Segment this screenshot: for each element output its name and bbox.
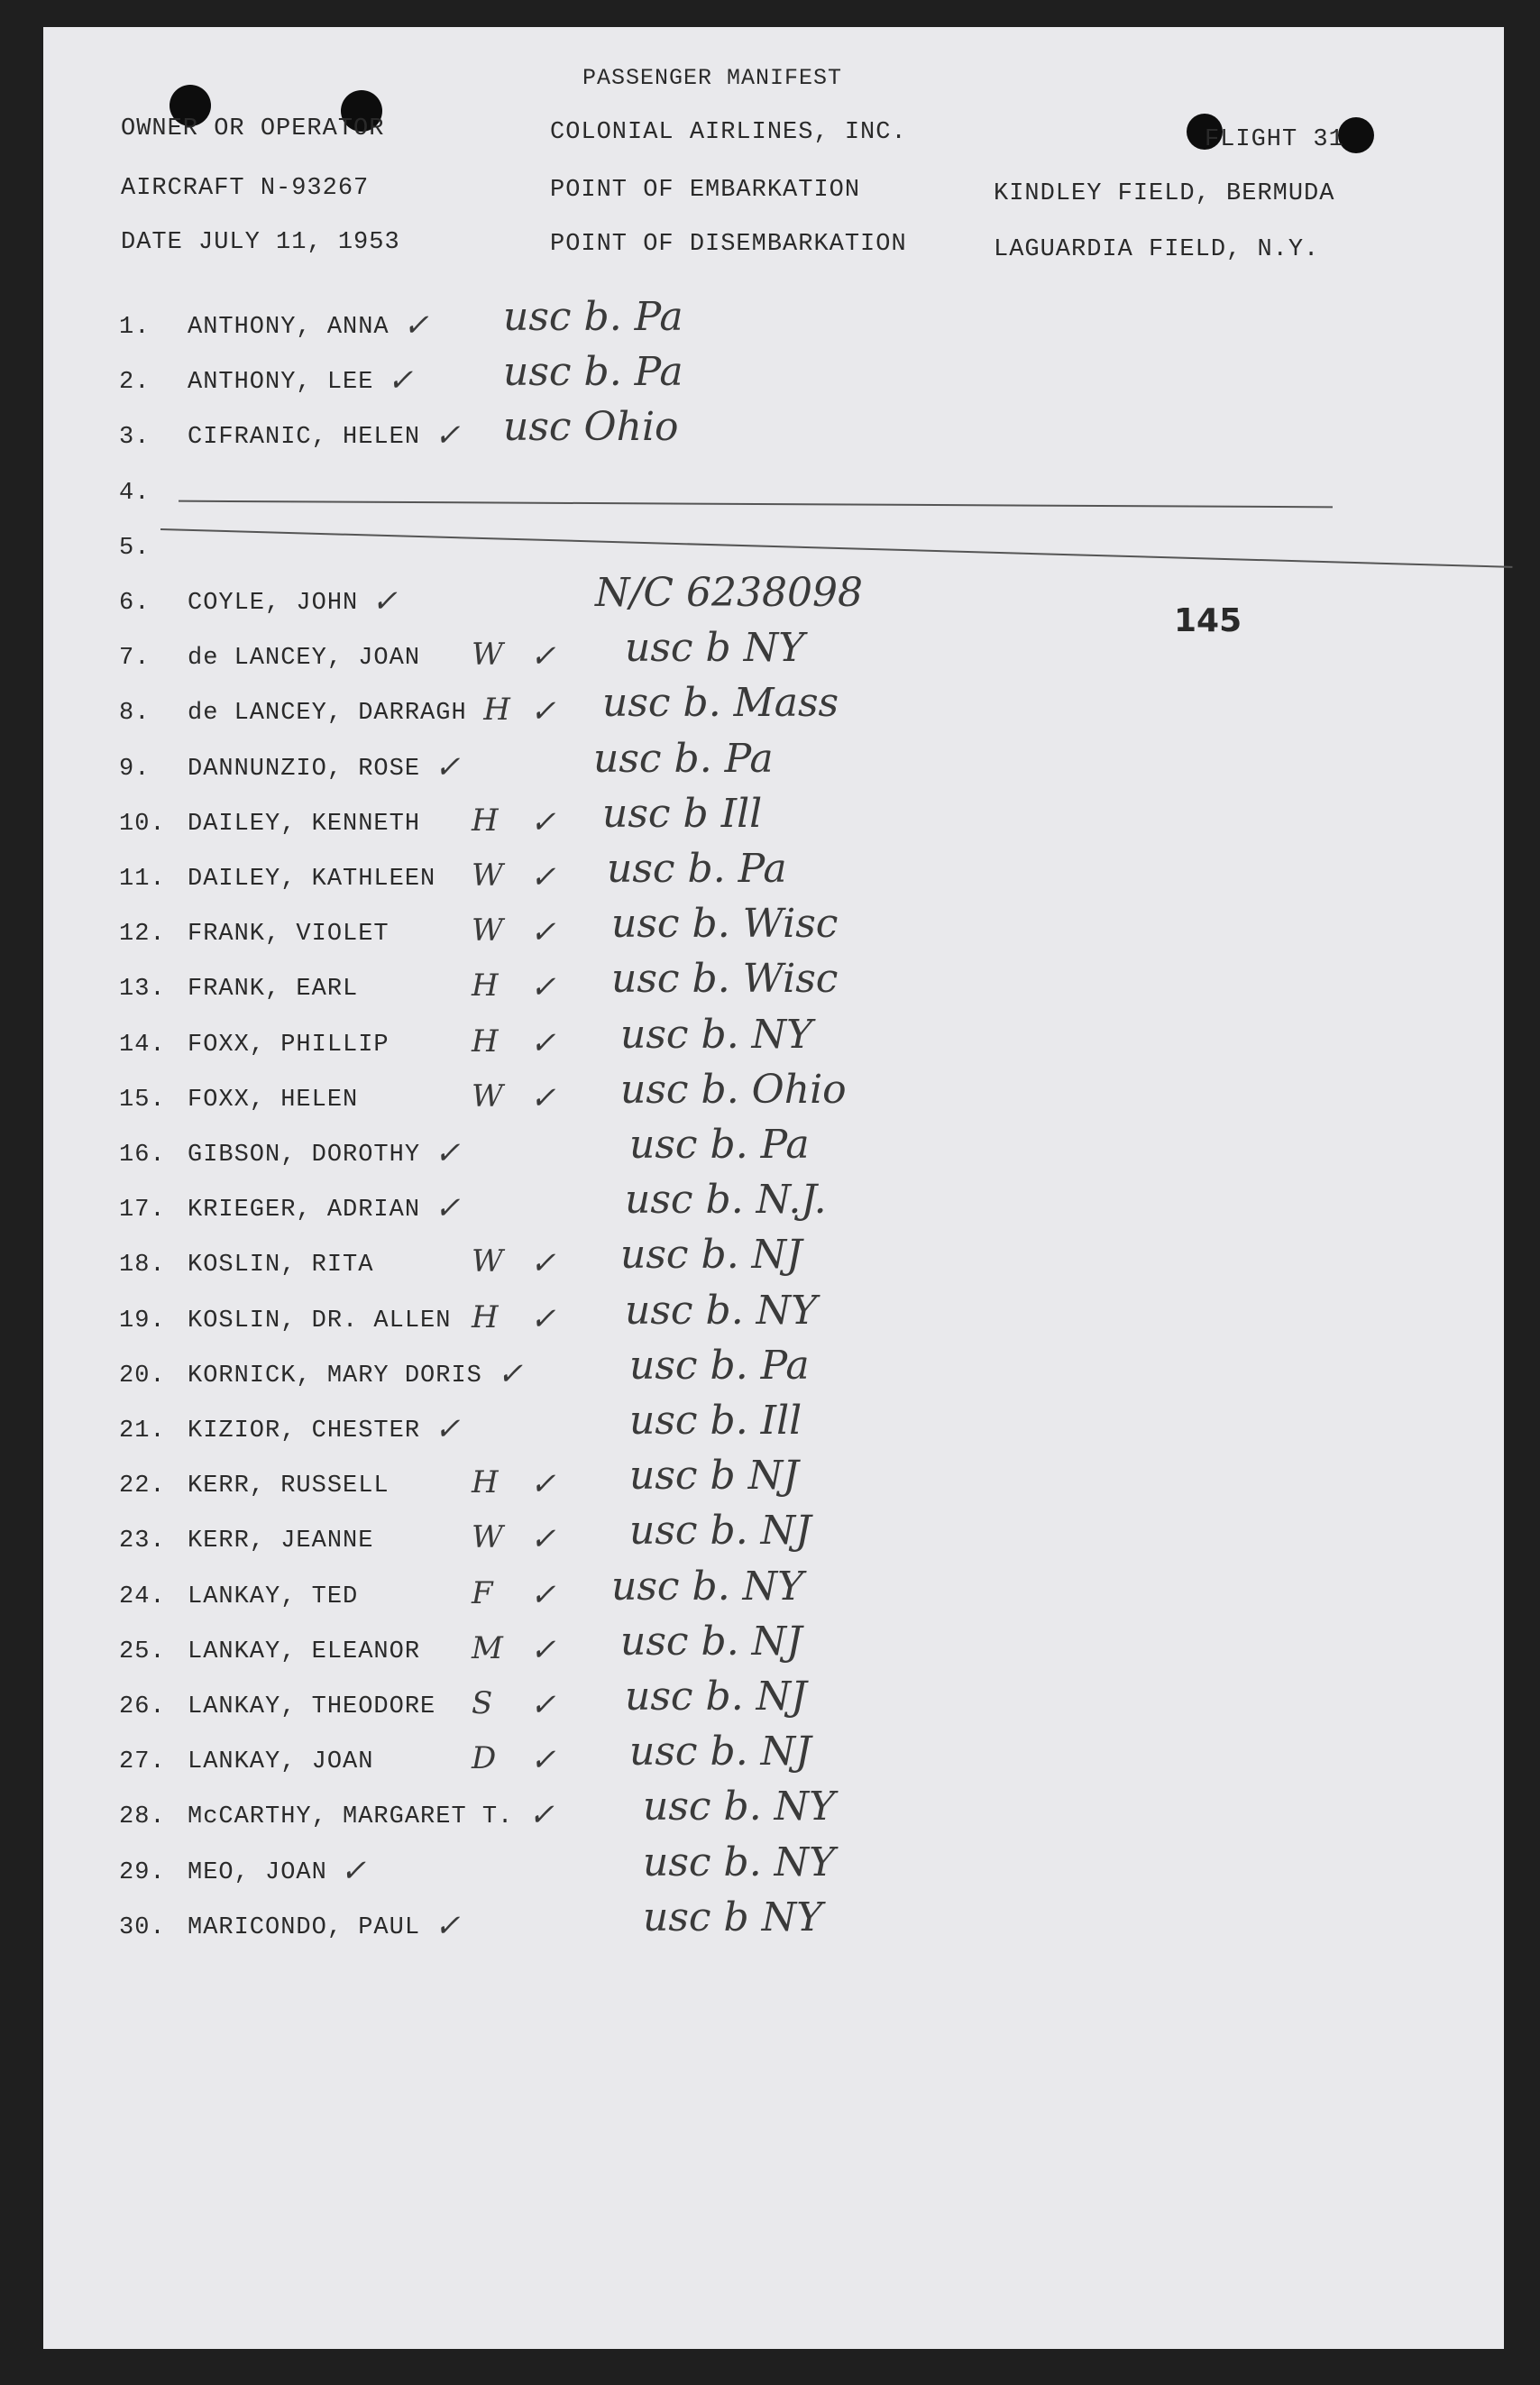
passenger-name: de LANCEY, JOAN bbox=[188, 645, 421, 673]
passenger-name: KORNICK, MARY DORIS bbox=[188, 1362, 482, 1390]
relation-mark: W bbox=[472, 913, 503, 949]
check-mark: ✓ bbox=[497, 1355, 524, 1392]
check-mark: ✓ bbox=[530, 693, 556, 730]
relation-mark: D bbox=[472, 1740, 497, 1777]
check-mark: ✓ bbox=[435, 1135, 461, 1171]
operator-name: COLONIAL AIRLINES, INC. bbox=[550, 119, 907, 146]
flight-label: FLIGHT 31 bbox=[1205, 126, 1344, 153]
check-mark: ✓ bbox=[435, 1411, 461, 1447]
manifest-page bbox=[43, 27, 1504, 2349]
passenger-name: KIZIOR, CHESTER bbox=[188, 1417, 421, 1445]
passenger-name: McCARTHY, MARGARET T. bbox=[188, 1803, 514, 1831]
passenger-name: CIFRANIC, HELEN bbox=[188, 424, 421, 452]
passenger-name: LANKAY, JOAN bbox=[188, 1748, 374, 1776]
disembark-label: POINT OF DISEMBARKATION bbox=[550, 231, 907, 258]
passenger-number: 20. bbox=[119, 1362, 166, 1390]
disembark-place: LAGUARDIA FIELD, N.Y. bbox=[994, 236, 1320, 263]
passenger-number: 30. bbox=[119, 1913, 166, 1941]
check-mark: ✓ bbox=[530, 914, 556, 951]
passenger-name: KRIEGER, ADRIAN bbox=[188, 1197, 421, 1225]
check-mark: ✓ bbox=[530, 1742, 556, 1779]
embark-label: POINT OF EMBARKATION bbox=[550, 177, 861, 204]
relation-mark: H bbox=[472, 1464, 499, 1501]
relation-mark: W bbox=[472, 637, 503, 674]
relation-mark: H bbox=[483, 692, 510, 729]
date-field: DATE JULY 11, 1953 bbox=[121, 229, 400, 256]
passenger-number: 5. bbox=[119, 534, 151, 562]
passenger-name: LANKAY, ELEANOR bbox=[188, 1637, 421, 1665]
handwritten-note: usc b. NJ bbox=[629, 1729, 811, 1775]
passenger-number: 12. bbox=[119, 921, 166, 949]
handwritten-note: usc b. Pa bbox=[593, 735, 774, 782]
handwritten-note: usc b. NY bbox=[611, 1563, 804, 1610]
handwritten-note: usc b. Ill bbox=[629, 1398, 802, 1444]
passenger-name: MARICONDO, PAUL bbox=[188, 1913, 421, 1941]
passenger-name: ANTHONY, LEE bbox=[188, 369, 374, 397]
passenger-name: KERR, RUSSELL bbox=[188, 1472, 390, 1500]
handwritten-note: usc b. Pa bbox=[629, 1122, 810, 1168]
passenger-name: DAILEY, KENNETH bbox=[188, 810, 421, 838]
handwritten-note: usc b. Pa bbox=[503, 294, 683, 340]
handwritten-note: usc b. Pa bbox=[607, 846, 787, 892]
passenger-name: FOXX, PHILLIP bbox=[188, 1031, 390, 1059]
check-mark: ✓ bbox=[435, 417, 461, 454]
relation-mark: H bbox=[472, 968, 499, 1004]
passenger-number: 8. bbox=[119, 700, 151, 728]
embark-place: KINDLEY FIELD, BERMUDA bbox=[994, 180, 1335, 207]
relation-mark: W bbox=[472, 1243, 503, 1280]
passenger-number: 25. bbox=[119, 1637, 166, 1665]
check-mark: ✓ bbox=[530, 1245, 556, 1282]
passenger-number: 15. bbox=[119, 1086, 166, 1114]
handwritten-note: usc Ohio bbox=[503, 404, 679, 451]
passenger-name: FRANK, EARL bbox=[188, 976, 359, 1004]
passenger-name: GIBSON, DOROTHY bbox=[188, 1142, 421, 1169]
handwritten-note: usc b. NJ bbox=[620, 1232, 802, 1279]
check-mark: ✓ bbox=[435, 1190, 461, 1227]
handwritten-note: usc b. NY bbox=[643, 1784, 836, 1830]
handwritten-note: usc b. Wisc bbox=[611, 956, 839, 1003]
check-mark: ✓ bbox=[530, 969, 556, 1006]
passenger-number: 16. bbox=[119, 1142, 166, 1169]
check-mark: ✓ bbox=[530, 1576, 556, 1613]
passenger-number: 4. bbox=[119, 479, 151, 507]
passenger-name: LANKAY, TED bbox=[188, 1582, 359, 1610]
passenger-number: 1. bbox=[119, 314, 151, 341]
passenger-number: 9. bbox=[119, 755, 151, 783]
relation-mark: W bbox=[472, 858, 503, 894]
struck-line-4 bbox=[179, 500, 1333, 509]
check-mark: ✓ bbox=[435, 1907, 461, 1944]
passenger-name: COYLE, JOHN bbox=[188, 590, 359, 617]
passenger-name: MEO, JOAN bbox=[188, 1858, 327, 1886]
passenger-number: 6. bbox=[119, 590, 151, 617]
handwritten-note: usc b NY bbox=[643, 1894, 823, 1940]
passenger-number: 22. bbox=[119, 1472, 166, 1500]
check-mark: ✓ bbox=[530, 1466, 556, 1503]
check-mark: ✓ bbox=[371, 583, 398, 619]
relation-mark: H bbox=[472, 1298, 499, 1335]
check-mark: ✓ bbox=[530, 1631, 556, 1668]
handwritten-note: usc b. NY bbox=[625, 1287, 818, 1334]
check-mark: ✓ bbox=[403, 307, 429, 344]
passenger-number: 17. bbox=[119, 1197, 166, 1225]
passenger-name: KERR, JEANNE bbox=[188, 1527, 374, 1555]
passenger-number: 21. bbox=[119, 1417, 166, 1445]
check-mark: ✓ bbox=[530, 1521, 556, 1558]
passenger-number: 18. bbox=[119, 1252, 166, 1280]
handwritten-note: usc b NY bbox=[625, 625, 805, 672]
relation-mark: M bbox=[472, 1629, 503, 1666]
check-mark: ✓ bbox=[387, 362, 414, 399]
relation-mark: H bbox=[472, 802, 499, 839]
handwritten-note: usc b. Mass bbox=[602, 680, 839, 727]
passenger-number: 10. bbox=[119, 810, 166, 838]
aircraft-field: AIRCRAFT N-93267 bbox=[121, 175, 370, 202]
handwritten-note: usc b Ill bbox=[602, 790, 763, 837]
relation-mark: H bbox=[472, 1023, 499, 1059]
passenger-number: 14. bbox=[119, 1031, 166, 1059]
check-mark: ✓ bbox=[340, 1852, 367, 1889]
passenger-name: FRANK, VIOLET bbox=[188, 921, 390, 949]
passenger-name: KOSLIN, RITA bbox=[188, 1252, 374, 1280]
check-mark: ✓ bbox=[530, 1687, 556, 1723]
handwritten-note: N/C 6238098 bbox=[595, 570, 863, 616]
relation-mark: W bbox=[472, 1519, 503, 1556]
passenger-number: 19. bbox=[119, 1307, 166, 1335]
handwritten-note: usc b. NJ bbox=[625, 1674, 807, 1720]
passenger-number: 13. bbox=[119, 976, 166, 1004]
passenger-name: LANKAY, THEODORE bbox=[188, 1693, 436, 1720]
passenger-number: 28. bbox=[119, 1803, 166, 1831]
struck-line-5 bbox=[160, 528, 1512, 568]
handwritten-note: usc b. NY bbox=[643, 1839, 836, 1885]
handwritten-note: usc b NJ bbox=[629, 1453, 799, 1500]
passenger-number: 2. bbox=[119, 369, 151, 397]
check-mark: ✓ bbox=[530, 803, 556, 840]
handwritten-note: usc b. Pa bbox=[503, 349, 683, 396]
check-mark: ✓ bbox=[530, 859, 556, 895]
handwritten-note: usc b. N.J. bbox=[625, 1177, 827, 1224]
relation-mark: W bbox=[472, 1078, 503, 1115]
passenger-number: 3. bbox=[119, 424, 151, 452]
passenger-number: 27. bbox=[119, 1748, 166, 1776]
passenger-number: 24. bbox=[119, 1582, 166, 1610]
check-mark: ✓ bbox=[530, 638, 556, 675]
passenger-name: DANNUNZIO, ROSE bbox=[188, 755, 421, 783]
passenger-number: 26. bbox=[119, 1693, 166, 1720]
relation-mark: S bbox=[472, 1685, 493, 1721]
check-mark: ✓ bbox=[530, 1300, 556, 1337]
document-title: PASSENGER MANIFEST bbox=[582, 65, 843, 91]
check-mark: ✓ bbox=[530, 1024, 556, 1061]
handwritten-note: usc b. Ohio bbox=[620, 1066, 847, 1113]
owner-label: OWNER OR OPERATOR bbox=[121, 115, 385, 142]
passenger-number: 29. bbox=[119, 1858, 166, 1886]
passenger-number: 7. bbox=[119, 645, 151, 673]
passenger-name: ANTHONY, ANNA bbox=[188, 314, 390, 341]
passenger-name: de LANCEY, DARRAGH bbox=[188, 700, 467, 728]
handwritten-note: usc b. NJ bbox=[620, 1618, 802, 1665]
check-mark: ✓ bbox=[530, 1079, 556, 1116]
passenger-number: 11. bbox=[119, 866, 166, 893]
handwritten-note: usc b. Wisc bbox=[611, 901, 839, 948]
passenger-number: 23. bbox=[119, 1527, 166, 1555]
passenger-name: DAILEY, KATHLEEN bbox=[188, 866, 436, 893]
page-number: 145 bbox=[1174, 602, 1242, 639]
check-mark: ✓ bbox=[435, 748, 461, 785]
handwritten-note: usc b. NY bbox=[620, 1011, 813, 1058]
relation-mark: F bbox=[472, 1574, 493, 1611]
handwritten-note: usc b. Pa bbox=[629, 1342, 810, 1389]
passenger-name: KOSLIN, DR. ALLEN bbox=[188, 1307, 452, 1335]
handwritten-note: usc b. NJ bbox=[629, 1508, 811, 1555]
check-mark: ✓ bbox=[528, 1797, 555, 1834]
passenger-name: FOXX, HELEN bbox=[188, 1086, 359, 1114]
